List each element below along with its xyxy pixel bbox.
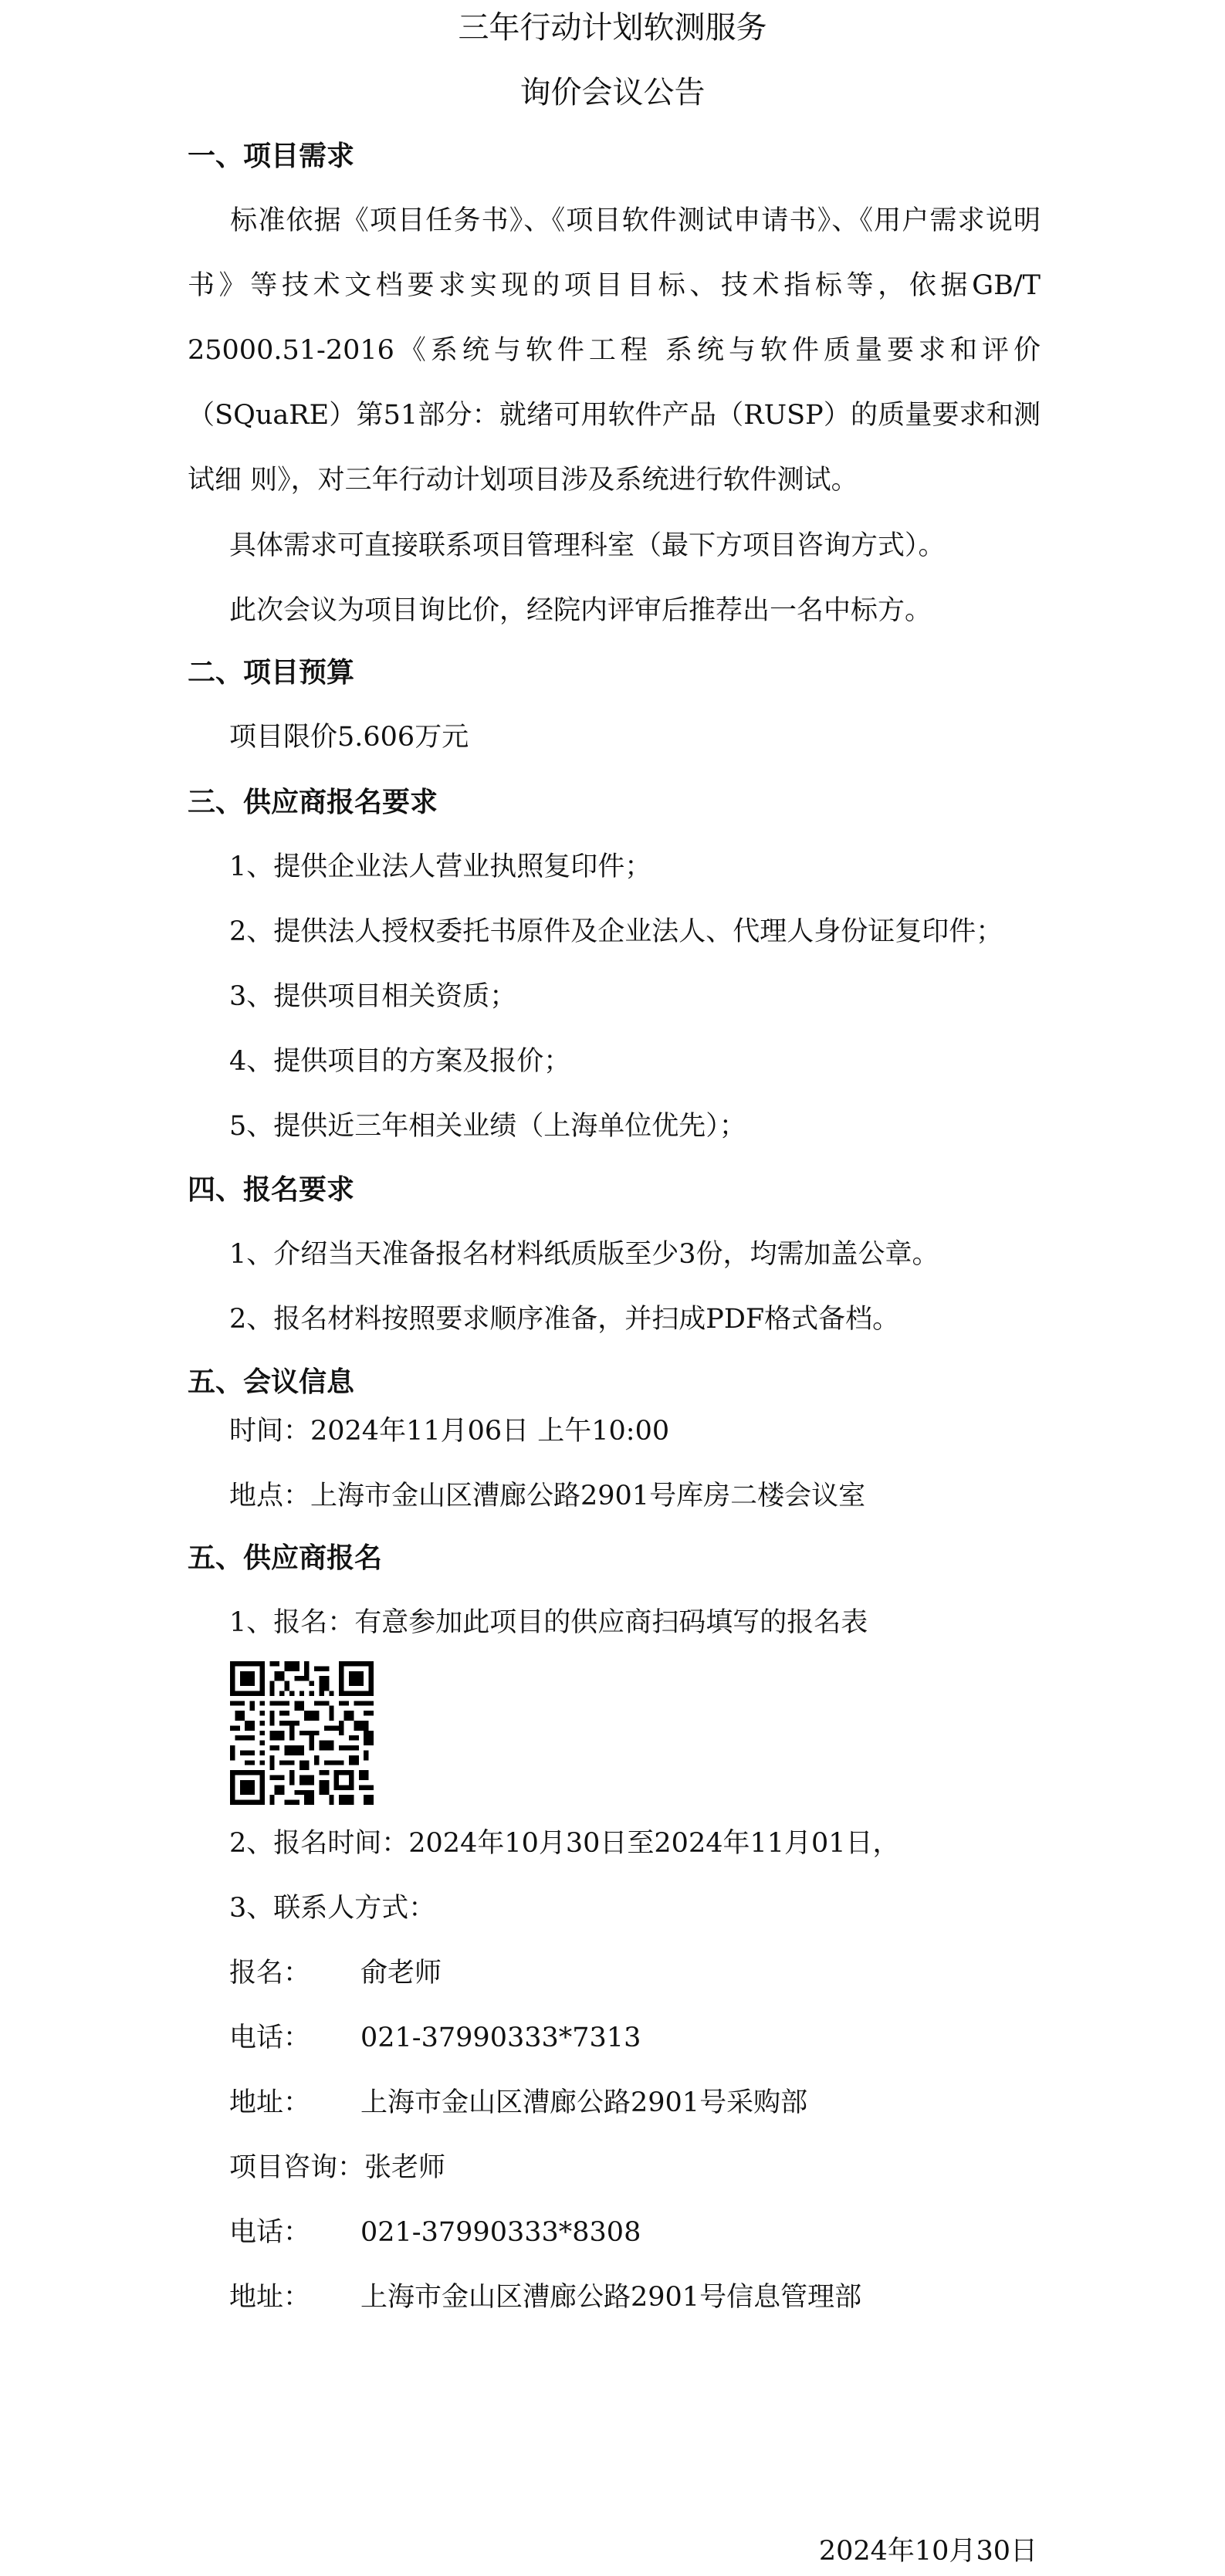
consult-label: 项目咨询：张老师 [229,2152,446,2183]
section-heading-supplier-requirements: 三、供应商报名要求 [188,786,438,818]
section-heading-meeting-info: 五、会议信息 [188,1366,355,1398]
meeting-time: 时间：2024年11月06日 上午10:00 [229,1416,670,1447]
consult-address: 上海市金山区漕廊公路2901号信息管理部 [360,2282,862,2313]
registration-requirement-item: 2、报名材料按照要求顺序准备，并扫成PDF格式备档。 [229,1304,900,1335]
requirements-text: 标准依据《项目任务书》、《项目软件测试申请书》、《用户需求说明书》等技术文档要求实现的项目目标、技术指标等，依据GB/T 25000.51-2016《系统与软件工程 系统与软件质量要求和评价（SQuaRE）第51部分：就绪可用软件产品（RUSP）的质量要求和测试细 则》，对三年行动计划项目涉及系统进行软件测试。 [188,205,1041,496]
contact-key: 地址： [229,2087,311,2118]
document-title: 三年行动计划软测服务 [458,10,767,46]
document-subtitle: 询价会议公告 [519,75,706,110]
supplier-requirement-item: 5、提供近三年相关业绩（上海单位优先）； [229,1111,746,1142]
contact-methods-label: 3、联系人方式： [229,1893,436,1924]
consult-row [229,2280,861,2314]
contact-key: 电话： [229,2217,311,2248]
supplier-requirement-item: 1、提供企业法人营业执照复印件； [229,851,652,882]
contact-row [229,2021,641,2055]
section-heading-registration-requirements: 四、报名要求 [188,1173,355,1206]
contact-row [229,1956,442,1990]
consult-row [229,2215,641,2249]
contact-phone[interactable]: 021-37990333*7313 [360,2023,641,2053]
supplier-requirement-item: 2、提供法人授权委托书原件及企业法人、代理人身份证复印件； [229,916,1003,947]
section-heading-requirements: 一、项目需求 [188,140,355,172]
supplier-requirement-item: 4、提供项目的方案及报价； [229,1046,571,1077]
requirements-contact-note: 具体需求可直接联系项目管理科室（最下方项目咨询方式）。 [229,530,946,561]
requirements-selection-note: 此次会议为项目询比价，经院内评审后推荐出一名中标方。 [229,595,932,626]
section-heading-budget: 二、项目预算 [188,656,355,689]
meeting-place: 地点：上海市金山区漕廊公路2901号库房二楼会议室 [229,1481,866,1511]
registration-period: 2、报名时间：2024年10月30日至2024年11月01日， [229,1828,900,1859]
budget-line: 项目限价5.606万元 [229,722,469,753]
requirements-paragraph [188,188,1041,513]
contact-key: 电话： [229,2023,311,2053]
section-heading-supplier-registration: 五、供应商报名 [188,1542,383,1574]
contact-key: 报名： [229,1958,311,1989]
consult-phone[interactable]: 021-37990333*8308 [360,2217,641,2248]
supplier-requirement-item: 3、提供项目相关资质； [229,981,517,1012]
qr-code-icon[interactable] [230,1661,374,1805]
registration-scan-note: 1、报名：有意参加此项目的供应商扫码填写的报名表 [229,1607,868,1638]
contact-address: 上海市金山区漕廊公路2901号采购部 [360,2087,808,2118]
announcement-date: 2024年10月30日 [818,2536,1037,2567]
registration-requirement-item: 1、介绍当天准备报名材料纸质版至少3份，均需加盖公章。 [229,1239,939,1270]
contact-key: 地址： [229,2282,311,2313]
contact-row [229,2086,807,2120]
contact-value: 俞老师 [360,1958,442,1989]
